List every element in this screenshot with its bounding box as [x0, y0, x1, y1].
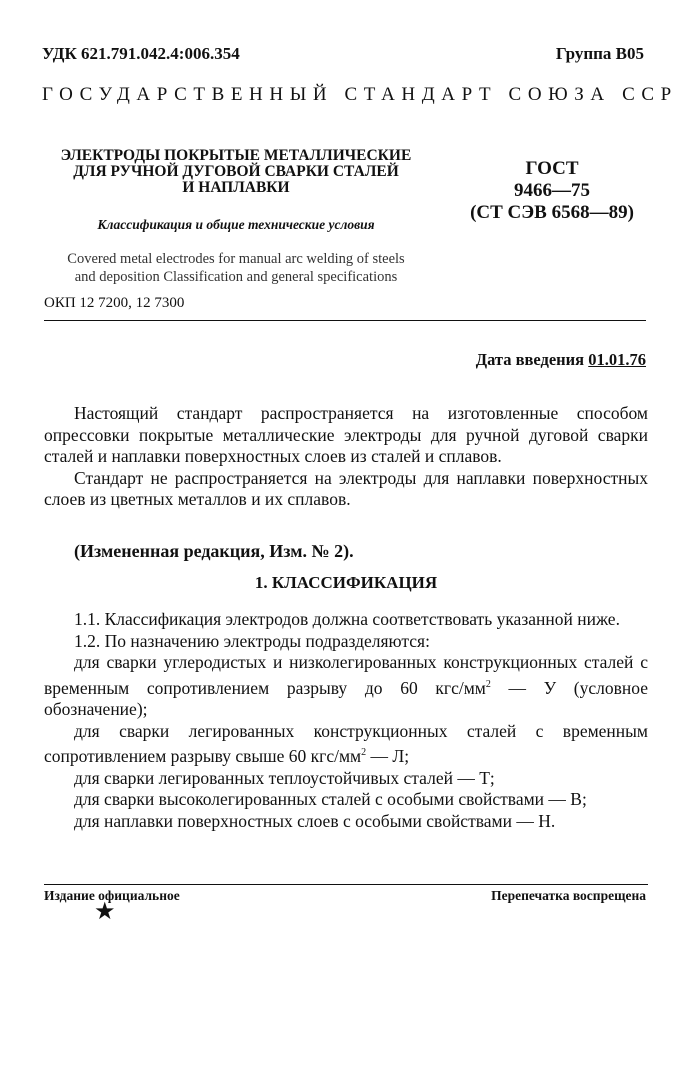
amendment-note: (Измененная редакция, Изм. № 2).: [74, 541, 354, 561]
title-line: И НАПЛАВКИ: [182, 179, 290, 196]
date-value: 01.01.76: [588, 350, 646, 369]
list-item: для сварки легированных теплоустойчивых сталей — Т;: [74, 767, 495, 788]
date-label: Дата введения: [475, 350, 585, 369]
reprint-prohibited-note: Перепечатка воспрещена: [491, 888, 646, 903]
intro-section: [44, 403, 648, 511]
clause-1-2: 1.2. По назначению электроды подразделяются:: [74, 630, 430, 651]
okp-code: ОКП 12 7200, 12 7300: [44, 295, 185, 311]
gost-number: [462, 158, 642, 224]
list-item: для наплавки поверхностных слоев с особыми свойствами — Н.: [74, 811, 556, 831]
english-title-line: and deposition Classification and general specifications: [74, 269, 398, 285]
footer-divider: [44, 884, 648, 885]
document-title: [44, 148, 428, 196]
introduction-date: [476, 350, 646, 370]
classification-section: [44, 609, 648, 833]
list-item: для сварки легированных конструкционных сталей с временным сопротивлением разрыву свыше 60 кгс/$мм^2$ — Л;: [44, 720, 648, 767]
list-item: для сварки углеродистых и низколегированных конструкционных сталей с временным сопротивлением разрыву до 60 кгс/$мм^2$ — У (условное обозначение);: [44, 652, 648, 720]
intro-paragraph: Настоящий стандарт распространяется на изготовленные способом опрессовки покрытые металлические электроды для ручной дуговой сварки сталей и наплавки поверхностных слоев из сталей и сплавов.: [44, 403, 648, 467]
list-item: для сварки высоколегированных сталей с особыми свойствами — В;: [74, 789, 587, 810]
group-code: Группа В05: [555, 44, 644, 63]
gost-code: 9466—75: [514, 180, 590, 201]
title-line: ДЛЯ РУЧНОЙ ДУГОВОЙ СВАРКИ СТАЛЕЙ: [73, 163, 399, 180]
english-title-line: Covered metal electrodes for manual arc welding of steels: [67, 251, 405, 267]
english-title: [44, 250, 428, 286]
st-sev-code: (СТ СЭВ 6568—89): [470, 202, 634, 223]
udk-code: УДК 621.791.042.4:006.354: [42, 44, 240, 63]
document-subtitle: Классификация и общие технические условия: [97, 217, 375, 232]
section-heading: 1. КЛАССИФИКАЦИЯ: [254, 573, 438, 592]
gost-label: ГОСТ: [525, 158, 579, 179]
star-icon: ★: [94, 899, 116, 925]
clause-1-1: 1.1. Классификация электродов должна соответствовать указанной ниже.: [74, 609, 620, 629]
title-line: ЭЛЕКТРОДЫ ПОКРЫТЫЕ МЕТАЛЛИЧЕСКИЕ: [60, 147, 412, 164]
official-edition-note: Издание официальное: [44, 888, 180, 903]
header-divider: [44, 320, 646, 321]
state-standard-heading: ГОСУДАРСТВЕННЫЙ СТАНДАРТ СОЮЗА ССР: [42, 84, 678, 105]
exclusion-paragraph: Стандарт не распространяется на электроды для наплавки поверхностных слоев из цветных металлов и их сплавов.: [44, 467, 648, 510]
